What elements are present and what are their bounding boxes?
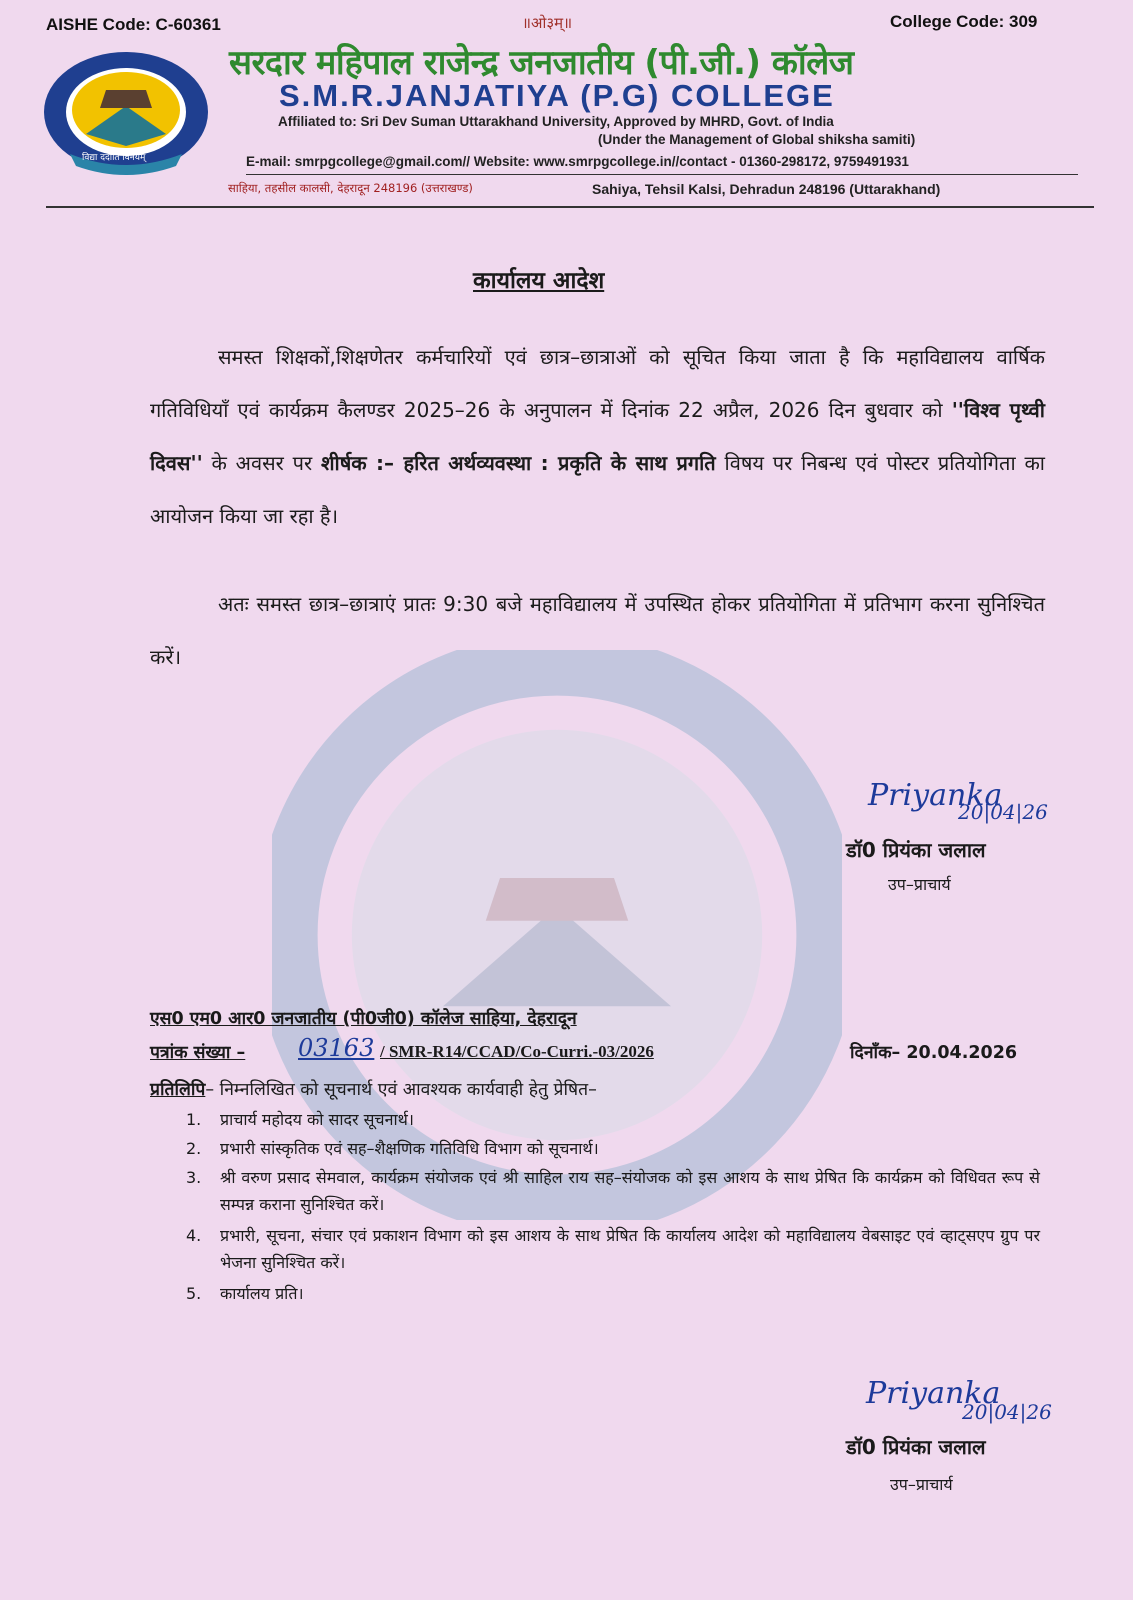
list-item: 3. श्री वरुण प्रसाद सेमवाल, कार्यक्रम संयोजक एवं श्री साहिल राय सह–संयोजक को इस आशय के साथ प्रेषित कि कार्यक्रम को विधिवत रूप से सम्पन्न कराना सुनिश्चित करें। <box>186 1168 1040 1214</box>
list-item: 1. प्राचार्य महोदय को सादर सूचनार्थ। <box>186 1110 414 1129</box>
signature-2-date: 20|04|26 <box>962 1400 1052 1424</box>
reference-number: / SMR-R14/CCAD/Co-Curri.-03/2026 <box>380 1042 654 1061</box>
signatory-2-name: डॉ0 प्रियंका जलाल <box>846 1435 986 1459</box>
reference-date: दिनाँक– 20.04.2026 <box>850 1043 1018 1063</box>
header-divider <box>46 206 1094 208</box>
list-item: 2. प्रभारी सांस्कृतिक एवं सह–शैक्षणिक गतिविधि विभाग को सूचनार्थ। <box>186 1139 599 1158</box>
order-paragraph-1: समस्त शिक्षकों,शिक्षणेतर कर्मचारियों एवं छात्र–छात्राओं को सूचित किया जाता है कि महाविद्यालय वार्षिक गतिविधियाँ एवं कार्यक्रम कैलण्डर 2025–26 के अनुपालन में दिनांक 22 अप्रैल, 2026 दिन बुधवार को ''विश्व पृथ्वी दिवस'' के अवसर पर शीर्षक :– हरित अर्थव्यवस्था : प्रकृति के साथ प्रगति विषय पर निबन्ध एवं पोस्टर प्रतियोगिता का आयोजन किया जा रहा है। <box>150 345 1045 528</box>
handwritten-signature-2: Priyanka <box>866 1376 1001 1411</box>
contact-underline <box>246 174 1078 175</box>
reference-label: पत्रांक संख्या – <box>150 1043 246 1063</box>
address-english: Sahiya, Tehsil Kalsi, Dehradun 248196 (Uttarakhand) <box>592 181 941 197</box>
aishe-code: AISHE Code: C-60361 <box>46 15 221 34</box>
list-item: 5. कार्यालय प्रति। <box>186 1284 304 1303</box>
reference-hand-number: 03163 <box>298 1034 375 1062</box>
copy-to-line: प्रतिलिपि– निम्नलिखित को सूचनार्थ एवं आवश्यक कार्यवाही हेतु प्रेषित– <box>150 1080 597 1100</box>
management-line: (Under the Management of Global shiksha samiti) <box>598 132 916 147</box>
copy-list <box>186 1106 1046 1306</box>
om-symbol: ॥ओ३म्॥ <box>522 14 573 32</box>
order-paragraph-2: अतः समस्त छात्र–छात्राएं प्रातः 9:30 बजे महाविद्यालय में उपस्थित होकर प्रतियोगिता में प्रतिभाग करना सुनिश्चित करें। <box>150 592 1045 669</box>
signatory-1-name: डॉ0 प्रियंका जलाल <box>846 838 986 862</box>
logo-motto: विद्या ददाति विनयम् <box>82 153 146 163</box>
affiliation-line: Affiliated to: Sri Dev Suman Uttarakhand University, Approved by MHRD, Govt. of India <box>278 114 834 129</box>
reference-college: एस0 एम0 आर0 जनजातीय (पी0जी0) कॉलेज साहिया, देहरादून <box>150 1009 577 1029</box>
list-item: 4. प्रभारी, सूचना, संचार एवं प्रकाशन विभाग को इस आशय के साथ प्रेषित कि कार्यालय आदेश को महाविद्यालय वेबसाइट एवं व्हाट्सएप ग्रुप पर भेजना सुनिश्चित करें। <box>186 1226 1040 1272</box>
signature-1-date: 20|04|26 <box>958 800 1048 824</box>
address-hindi: साहिया, तहसील कालसी, देहरादून 248196 (उत्तराखण्ड) <box>228 181 473 195</box>
contact-line: E-mail: smrpgcollege@gmail.com// Website: www.smrpgcollege.in//contact - 01360-298172, 9759491931 <box>246 154 909 169</box>
signatory-1-designation: उप–प्राचार्य <box>888 875 951 894</box>
handwritten-signature-1: Priyanka <box>868 778 1003 813</box>
signatory-2-designation: उप–प्राचार्य <box>890 1475 953 1494</box>
college-name-hindi: सरदार महिपाल राजेन्द्र जनजातीय (पी.जी.) कॉलेज <box>229 43 854 83</box>
order-heading: कार्यालय आदेश <box>473 268 605 294</box>
college-code: College Code: 309 <box>890 12 1038 31</box>
college-name-english: S.M.R.JANJATIYA (P.G) COLLEGE <box>279 78 835 113</box>
